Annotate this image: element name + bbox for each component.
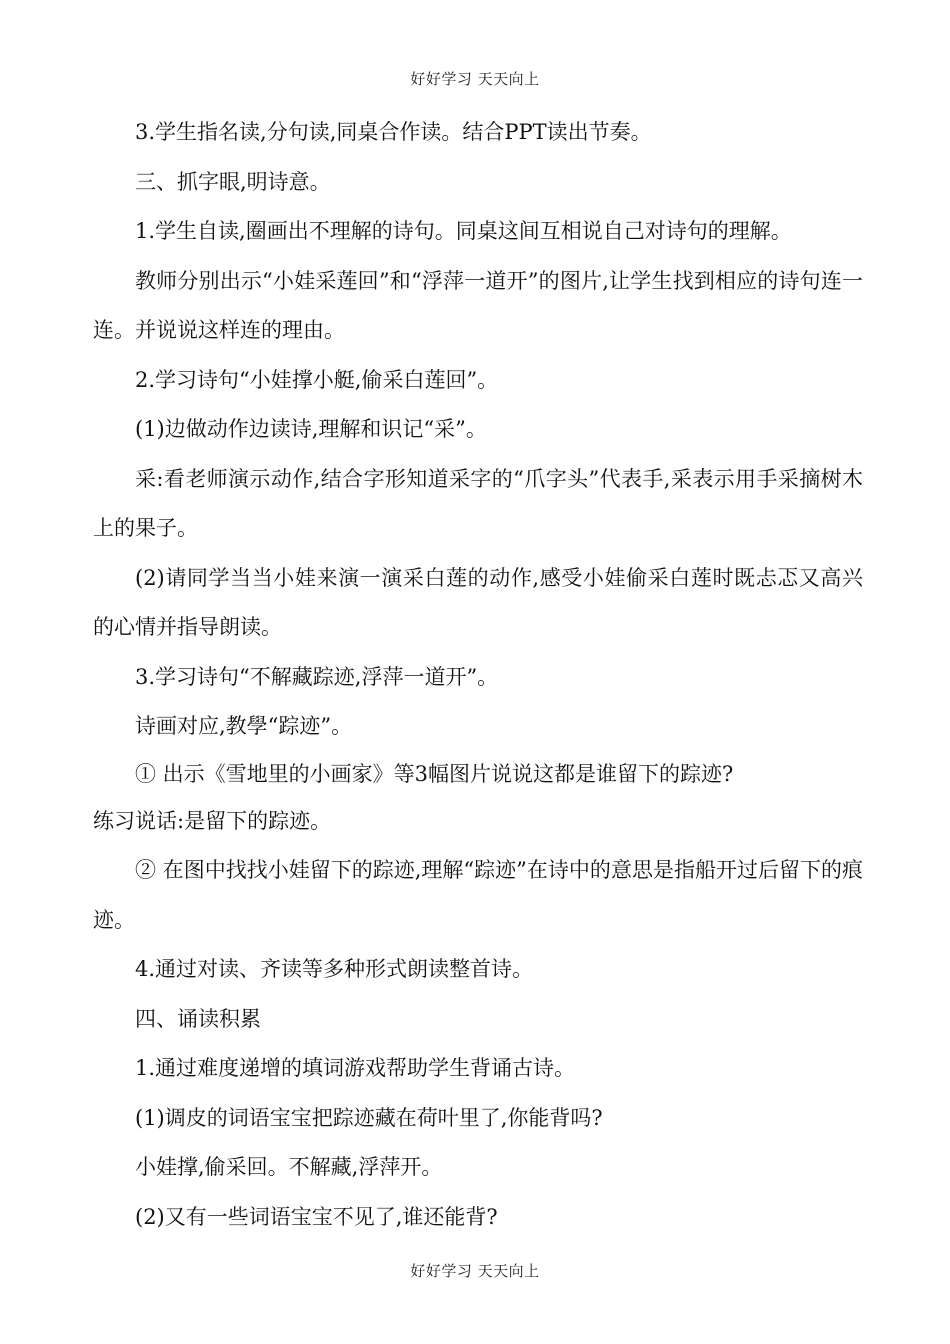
- document-body: [93, 108, 863, 1242]
- paragraph: 练习说话:是留下的踪迹。: [93, 808, 332, 833]
- paragraph: (2)请同学当当小娃来演一演采白莲的动作,感受小娃偷采白莲时既忐忑又高兴的心情并指导朗读。: [93, 565, 863, 639]
- paragraph: ② 在图中找找小娃留下的踪迹,理解“踪迹”在诗中的意思是指船开过后留下的痕迹。: [93, 858, 863, 932]
- section-heading: 四、诵读积累: [135, 1006, 261, 1031]
- paragraph: 3.学习诗句“不解藏踪迹,浮萍一道开”。: [135, 664, 499, 689]
- paragraph: 1.通过难度递增的填词游戏帮助学生背诵古诗。: [135, 1056, 576, 1080]
- paragraph: 3.学生指名读,分句读,同桌合作读。结合PPT读出节奏。: [135, 120, 652, 144]
- paragraph: 诗画对应,教學“踪迹”。: [135, 714, 353, 738]
- paragraph: 教师分别出示“小娃采莲回”和“浮萍一道开”的图片,让学生找到相应的诗句连一连。并说说这样连的理由。: [93, 268, 863, 342]
- paragraph: ① 出示《雪地里的小画家》等3幅图片说说这都是谁留下的踪迹?: [135, 761, 734, 786]
- paragraph: (1)边做动作边读诗,理解和识记“采”。: [135, 417, 487, 441]
- paragraph: (1)调皮的词语宝宝把踪迹藏在荷叶里了,你能背吗?: [135, 1105, 603, 1130]
- paragraph: 小娃撑,偷采回。不解藏,浮萍开。: [135, 1155, 443, 1179]
- page-header: 好好学习 天天向上: [410, 70, 540, 88]
- section-heading: 三、抓字眼,明诗意。: [135, 169, 331, 194]
- page-footer: 好好学习 天天向上: [410, 1262, 540, 1280]
- paragraph: 4.通过对读、齐读等多种形式朗读整首诗。: [135, 957, 534, 981]
- paragraph: (2)又有一些词语宝宝不见了,谁还能背?: [135, 1204, 498, 1229]
- paragraph: 1.学生自读,圈画出不理解的诗句。同桌这间互相说自己对诗句的理解。: [135, 219, 792, 243]
- paragraph: 2.学习诗句“小娃撑小艇,偷采白莲回”。: [135, 367, 499, 392]
- paragraph: 采:看老师演示动作,结合字形知道采字的“爪字头”代表手,采表示用手采摘树木上的果子。: [93, 466, 863, 540]
